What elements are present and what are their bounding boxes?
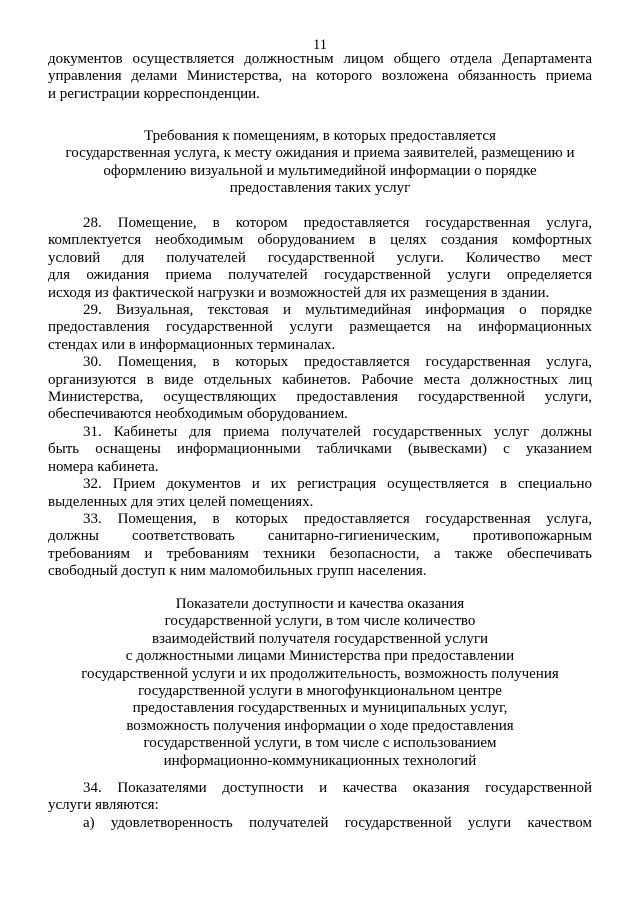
paragraph-33 — [48, 511, 592, 581]
text-line: 31. Кабинеты для приема получателей государственных услуг должны — [83, 423, 592, 440]
heading-line: информационно-коммуникационных технологий — [163, 752, 477, 769]
text-line: должны соответствовать санитарно-гигиеническим, противопожарным — [48, 528, 592, 545]
paragraph-30 — [48, 354, 592, 424]
text-line: выделенных для этих целей помещениях. — [48, 493, 314, 510]
text-line: 34. Показателями доступности и качества оказания государственной — [83, 780, 592, 796]
text-line: быть оснащены информационными табличками (вывесками) с указанием — [48, 441, 592, 458]
heading-line: оформлению визуальной и мультимедийной информации о порядке — [103, 162, 537, 179]
heading-line: государственной услуги, в том числе количество — [164, 613, 476, 630]
heading-line: предоставления государственных и муниципальных услуг, — [132, 700, 508, 717]
page-number: 11 — [313, 37, 327, 53]
text-line: свободный доступ к ним маломобильных групп населения. — [48, 563, 427, 580]
heading-line: государственной услуги в многофункциональном центре — [138, 683, 502, 700]
section-heading-premises — [40, 128, 600, 198]
paragraphs-28-33 — [48, 215, 592, 581]
text-line: и регистрации корреспонденции. — [48, 85, 260, 102]
text-line: исходя из фактической нагрузки и возможностей для их размещения в здании. — [48, 284, 550, 301]
text-line: 30. Помещения, в которых предоставляется государственная услуга, — [83, 354, 592, 371]
heading-line: предоставления таких услуг — [229, 180, 411, 197]
text-line: 28. Помещение, в котором предоставляется государственная услуга, — [83, 215, 592, 231]
text-line: документов осуществляется должностным лицом общего отдела Департамента — [48, 51, 592, 67]
text-line: управления делами Министерства, на которого возложена обязанность приема — [48, 68, 592, 85]
text-line: 33. Помещения, в которых предоставляется государственная услуга, — [83, 510, 592, 527]
heading-line: государственной услуги и их продолжительность, возможность получения — [81, 665, 559, 682]
heading-line: государственной услуги, в том числе с использованием — [143, 735, 497, 752]
text-line: 29. Визуальная, текстовая и мультимедийная информация о порядке — [83, 302, 592, 319]
text-line: Министерства, осуществляющих предоставления государственной услуги, — [48, 389, 592, 406]
heading-line: с должностными лицами Министерства при предоставлении — [125, 648, 515, 665]
paragraph-29 — [48, 302, 592, 354]
intro-paragraph — [48, 51, 592, 103]
text-line: требованиям и требованиям техники безопасности, а также обеспечивать — [48, 545, 592, 562]
text-line: 32. Прием документов и их регистрация осуществляется в специально — [83, 476, 592, 493]
paragraph-32 — [48, 476, 592, 511]
paragraph-34 — [48, 780, 592, 832]
heading-line: государственная услуга, к месту ожидания и приема заявителей, размещению и — [65, 145, 575, 162]
heading-line: возможность получения информации о ходе предоставления — [126, 717, 514, 734]
text-line: комплектуется необходимым оборудованием в целях создания комфортных — [48, 232, 592, 249]
section-heading-indicators — [40, 596, 600, 770]
text-line: номера кабинета. — [48, 458, 159, 475]
text-line: услуги являются: — [48, 797, 159, 814]
text-line: предоставления государственной услуги размещается на информационных — [48, 319, 592, 336]
text-line: организуются в виде отдельных кабинетов. Рабочие места должностных лиц — [48, 371, 592, 388]
heading-line: Требования к помещениям, в которых предоставляется — [144, 128, 496, 144]
text-line: обеспечиваются необходимым оборудованием. — [48, 406, 348, 423]
heading-line: взаимодействий получателя государственной услуги — [151, 630, 489, 647]
text-line: стендах или в информационных терминалах. — [48, 336, 336, 353]
text-line: для ожидания приема получателей государственной услуги определяется — [48, 267, 592, 284]
heading-line: Показатели доступности и качества оказания — [175, 596, 465, 612]
paragraph-31 — [48, 424, 592, 476]
list-item-a: а) удовлетворенность получателей государственной услуги качеством — [83, 814, 592, 831]
text-line: условий для получателей государственной услуги. Количество мест — [48, 249, 592, 266]
paragraph-28 — [48, 215, 592, 302]
